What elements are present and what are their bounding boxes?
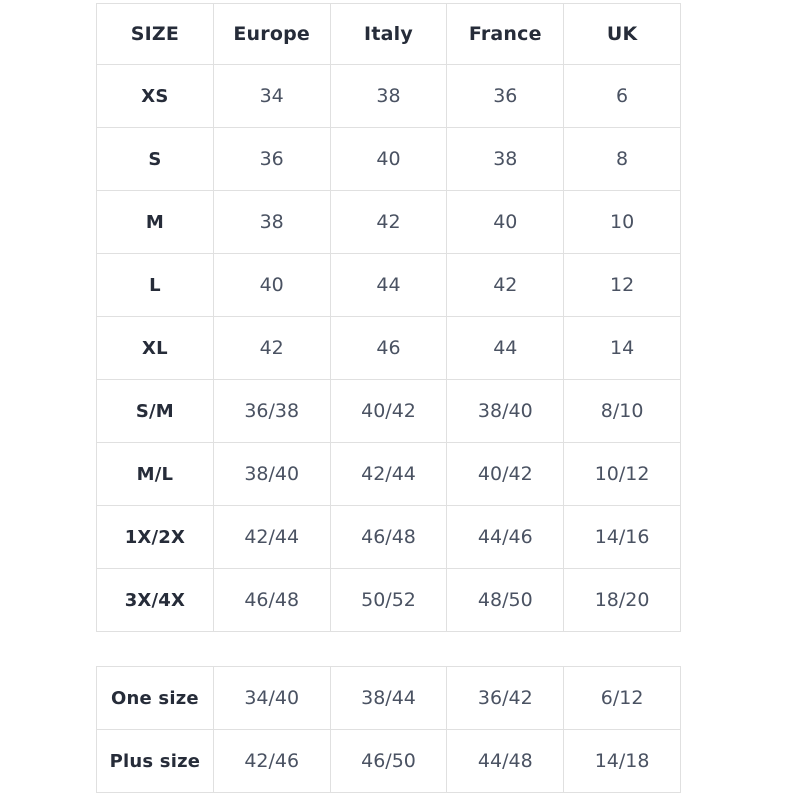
row-label: L — [97, 254, 214, 317]
france-value: 36/42 — [447, 667, 564, 730]
italy-value: 40 — [330, 128, 447, 191]
italy-value: 38 — [330, 65, 447, 128]
italy-value: 46 — [330, 317, 447, 380]
uk-value: 8/10 — [564, 380, 681, 443]
table-row-ml — [97, 443, 681, 506]
row-label: XS — [97, 65, 214, 128]
uk-value: 8 — [564, 128, 681, 191]
table-row-sm — [97, 380, 681, 443]
row-label: 1X/2X — [97, 506, 214, 569]
france-value: 40 — [447, 191, 564, 254]
uk-value: 12 — [564, 254, 681, 317]
italy-value: 42 — [330, 191, 447, 254]
france-value: 48/50 — [447, 569, 564, 632]
row-label: XL — [97, 317, 214, 380]
france-value: 36 — [447, 65, 564, 128]
header-row — [97, 4, 681, 65]
europe-value: 42 — [213, 317, 330, 380]
italy-value: 38/44 — [330, 667, 447, 730]
uk-value: 14/16 — [564, 506, 681, 569]
header-cell-italy: Italy — [330, 4, 447, 65]
table-row-s — [97, 128, 681, 191]
italy-value: 50/52 — [330, 569, 447, 632]
france-value: 40/42 — [447, 443, 564, 506]
france-value: 44/46 — [447, 506, 564, 569]
header-cell-europe: Europe — [213, 4, 330, 65]
row-label: M/L — [97, 443, 214, 506]
uk-value: 14/18 — [564, 730, 681, 793]
europe-value: 46/48 — [213, 569, 330, 632]
row-label: S — [97, 128, 214, 191]
special-sizes-table — [96, 666, 681, 793]
row-label: Plus size — [97, 730, 214, 793]
uk-value: 18/20 — [564, 569, 681, 632]
uk-value: 6 — [564, 65, 681, 128]
uk-value: 10/12 — [564, 443, 681, 506]
france-value: 38/40 — [447, 380, 564, 443]
europe-value: 36/38 — [213, 380, 330, 443]
row-label: S/M — [97, 380, 214, 443]
table-row-one-size — [97, 667, 681, 730]
uk-value: 14 — [564, 317, 681, 380]
table-row-xl — [97, 317, 681, 380]
europe-value: 38 — [213, 191, 330, 254]
italy-value: 42/44 — [330, 443, 447, 506]
europe-value: 34/40 — [213, 667, 330, 730]
row-label: M — [97, 191, 214, 254]
header-cell-uk: UK — [564, 4, 681, 65]
italy-value: 40/42 — [330, 380, 447, 443]
header-cell-size: SIZE — [97, 4, 214, 65]
uk-value: 6/12 — [564, 667, 681, 730]
header-cell-france: France — [447, 4, 564, 65]
italy-value: 44 — [330, 254, 447, 317]
europe-value: 42/46 — [213, 730, 330, 793]
france-value: 38 — [447, 128, 564, 191]
europe-value: 34 — [213, 65, 330, 128]
europe-value: 38/40 — [213, 443, 330, 506]
france-value: 42 — [447, 254, 564, 317]
france-value: 44/48 — [447, 730, 564, 793]
table-row-m — [97, 191, 681, 254]
france-value: 44 — [447, 317, 564, 380]
row-label: One size — [97, 667, 214, 730]
table-row-plus-size — [97, 730, 681, 793]
uk-value: 10 — [564, 191, 681, 254]
table-row-1x2x — [97, 506, 681, 569]
europe-value: 40 — [213, 254, 330, 317]
table-row-xs — [97, 65, 681, 128]
size-table-header — [97, 4, 681, 65]
italy-value: 46/48 — [330, 506, 447, 569]
size-table-body — [97, 65, 681, 632]
special-sizes-body — [97, 667, 681, 793]
row-label: 3X/4X — [97, 569, 214, 632]
europe-value: 36 — [213, 128, 330, 191]
italy-value: 46/50 — [330, 730, 447, 793]
europe-value: 42/44 — [213, 506, 330, 569]
table-row-l — [97, 254, 681, 317]
size-conversion-table — [96, 3, 681, 632]
table-row-3x4x — [97, 569, 681, 632]
